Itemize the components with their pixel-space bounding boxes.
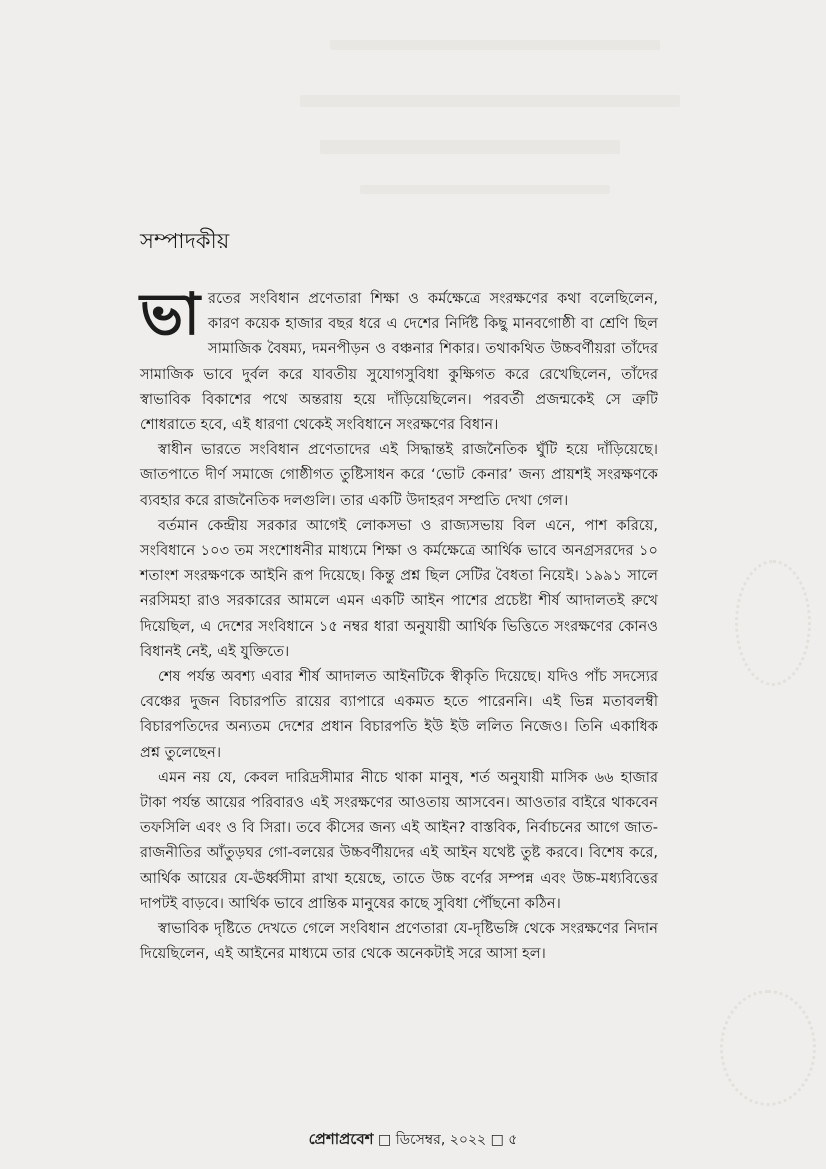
bleed-through-mark (330, 40, 660, 50)
editorial-page (140, 225, 658, 966)
paragraph-5: এমন নয় যে, কেবল দারিদ্রসীমার নীচে থাকা মানুষ, শর্ত অনুযায়ী মাসিক ৬৬ হাজার টাকা পর্যন্ত আয়ের পরিবারও এই সংরক্ষণের আওতায় আসবেন। আওতার বাইরে থাকবেন তফসিলি এবং ও বি সিরা। তবে কীসের জন্য এই আইন? বাস্তবিক, নির্বাচনের আগে জাত-রাজনীতির আঁতুড়ঘর গো-বলয়ের উচ্চবর্ণীয়দের এই আইন যথেষ্ট তুষ্ট করবে। বিশেষ করে, আর্থিক আয়ের যে-ঊর্ধ্বসীমা রাখা হয়েছে, তাতে উচ্চ বর্ণের সম্পন্ন এবং উচ্চ-মধ্যবিত্তের দাপটই বাড়বে। আর্থিক ভাবে প্রান্তিক মানুষের কাছে সুবিধা পৌঁছনো কঠিন। (140, 768, 658, 912)
editorial-heading: সম্পাদকীয় (140, 229, 230, 253)
paragraph-3: বর্তমান কেন্দ্রীয় সরকার আগেই লোকসভা ও রাজ্যসভায় বিল এনে, পাশ করিয়ে, সংবিধানে ১০৩ তম সংশোধনীর মাধ্যমে শিক্ষা ও কর্মক্ষেত্রে আর্থিক ভাবে অনগ্রসরদের ১০ শতাংশ সংরক্ষণকে আইনি রূপ দিয়েছে। কিন্তু প্রশ্ন ছিল সেটির বৈধতা নিয়েই। ১৯৯১ সালে নরসিমহা রাও সরকারের আমলে এমন একটি আইন পাশের প্রচেষ্টা শীর্ষ আদালতই রুখে দিয়েছিল, এ দেশের সংবিধানে ১৫ নম্বর ধারা অনুযায়ী আর্থিক ভিত্তিতে সংরক্ষণের কোনও বিধানই নেই, এই যুক্তিতে। (140, 516, 658, 660)
page-number: ৫ (508, 1132, 518, 1148)
paragraph-1 (140, 280, 658, 437)
page-footer (0, 1128, 826, 1153)
bleed-through-seal (735, 560, 811, 686)
paragraph-6: স্বাভাবিক দৃষ্টিতে দেখতে গেলে সংবিধান প্রণেতারা যে-দৃষ্টিভঙ্গি থেকে সংরক্ষণের নিদান দিয়েছিলেন, এই আইনের মাধ্যমে তার থেকে অনেকটাই সরে আসা হল। (140, 920, 658, 963)
paragraph-1-text: রতের সংবিধান প্রণেতারা শিক্ষা ও কর্মক্ষেত্রে সংরক্ষণের কথা বলেছিলেন, কারণ কয়েক হাজার বছর ধরে এ দেশের নির্দিষ্ট কিছু মানবগোষ্ঠী বা শ্রেণি ছিল সামাজিক বৈষম্য, দমনপীড়ন ও বঞ্চনার শিকার। তথাকথিত উচ্চবর্ণীয়রা তাঁদের সামাজিক ভাবে দুর্বল করে যাবতীয় সুযোগসুবিধা কুক্ষিগত করে রেখেছিলেন, তাঁদের স্বাভাবিক বিকাশের পথে অন্তরায় হয়ে দাঁড়িয়েছিলেন। পরবর্তী প্রজন্মকেই সে ত্রুটি শোধরাতে হবে, এই ধারণা থেকেই সংবিধানে সংরক্ষণের বিধান। (140, 290, 658, 434)
bleed-through-mark (360, 185, 610, 194)
bleed-through-seal (720, 990, 816, 1106)
paragraph-2: স্বাধীন ভারতে সংবিধান প্রণেতাদের এই সিদ্ধান্তই রাজনৈতিক ঘুঁটি হয়ে দাঁড়িয়েছে। জাতপাতে দীর্ণ সমাজে গোষ্ঠীগত তুষ্টিসাধন করে ‘ভোট কেনার’ জন্য প্রায়শই সংরক্ষণকে ব্যবহার করে রাজনৈতিক দলগুলি। তার একটি উদাহরণ সম্প্রতি দেখা গেল। (140, 441, 658, 509)
paragraph-4: শেষ পর্যন্ত অবশ্য এবার শীর্ষ আদালত আইনটিকে স্বীকৃতি দিয়েছে। যদিও পাঁচ সদস্যের বেঞ্চের দুজন বিচারপতি রায়ের ব্যাপারে একমত হতে পারেননি। এই ভিন্ন মতাবলম্বী বিচারপতিদের অন্যতম দেশের প্রধান বিচারপতি ইউ ইউ ললিত নিজেও। তিনি একাধিক প্রশ্ন তুলেছেন। (140, 668, 658, 761)
separator-icon: □ (378, 1132, 392, 1148)
separator-icon: □ (490, 1132, 504, 1148)
magazine-name: প্রেশাপ্রবেশ (308, 1130, 374, 1148)
drop-cap: ভা (140, 280, 201, 348)
issue-date: ডিসেম্বর, ২০২২ (395, 1132, 487, 1148)
bleed-through-mark (320, 140, 620, 154)
bleed-through-mark (300, 95, 680, 107)
